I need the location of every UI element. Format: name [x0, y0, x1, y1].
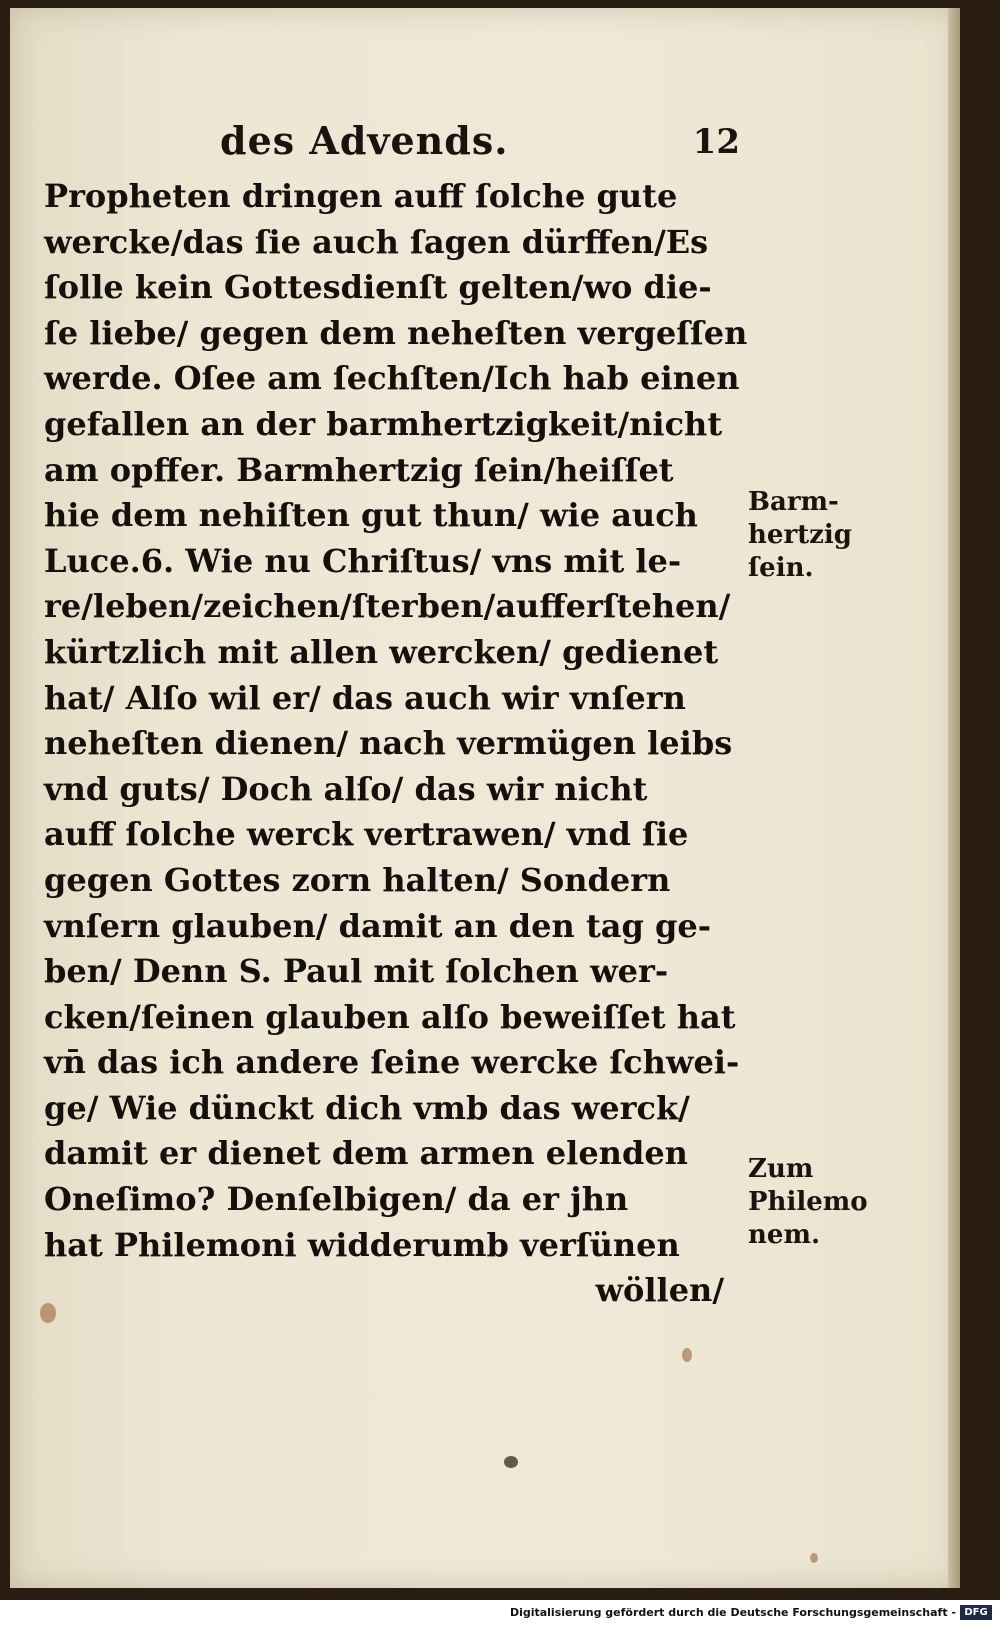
- text-line: kürtzlich mit allen wercken/ gedienet: [44, 632, 719, 671]
- paper-stain: [504, 1456, 518, 1468]
- margin-note-line: ſein.: [748, 553, 814, 583]
- margin-note-line: nem.: [748, 1220, 821, 1250]
- page-gutter-edge: [948, 8, 960, 1588]
- text-line: ben/ Denn S. Paul mit ſolchen wer-: [44, 952, 669, 991]
- text-line: gegen Gottes zorn halten/ Sondern: [44, 860, 671, 899]
- catchword: wöllen/: [595, 1271, 724, 1310]
- text-line: Propheten dringen auff ſolche gute: [44, 177, 678, 215]
- text-line: ſe liebe/ gegen dem neheſten vergeſſen: [44, 313, 748, 352]
- digitization-footer: [0, 1600, 1000, 1627]
- margin-note-line: Barm-: [748, 487, 839, 517]
- text-line: gefallen an der barmhertzigkeit/nicht: [44, 404, 723, 443]
- paper-stain: [682, 1348, 692, 1362]
- text-line: vnſern glauben/ damit an den tag ge-: [44, 906, 711, 945]
- text-line: werde. Oſee am ſechſten/Ich hab einen: [44, 359, 740, 398]
- text-line: ge/ Wie dünckt dich vmb das werck/: [44, 1088, 690, 1127]
- text-line: vnd guts/ Doch alſo/ das wir nicht: [44, 769, 648, 808]
- page-number: 12: [692, 122, 740, 162]
- margin-note-line: Zum: [748, 1154, 814, 1184]
- text-line: vn̄ das ich andere ſeine wercke ſchwei-: [44, 1043, 740, 1082]
- margin-note-line: hertzig: [748, 520, 852, 550]
- text-line: Oneſimo? Denſelbigen/ da er jhn: [44, 1180, 629, 1219]
- text-line: hat Philemoni widderumb verſünen: [44, 1225, 680, 1264]
- text-line: damit er dienet dem armen elenden: [44, 1134, 688, 1173]
- margin-note-philemon: [748, 1153, 868, 1252]
- dfg-logo-icon: DFG: [960, 1605, 992, 1620]
- body-text-block: [44, 174, 748, 1314]
- text-line: cken/ſeinen glauben alſo beweiſſet hat: [44, 997, 736, 1036]
- text-line: hat/ Alſo wil er/ das auch wir vnſern: [44, 678, 686, 717]
- text-line: am opffer. Barmhertzig ſein/heiſſet: [44, 450, 674, 489]
- running-head: des Advends.: [220, 118, 509, 163]
- paper-stain: [810, 1553, 818, 1563]
- paper-stain: [40, 1303, 56, 1323]
- funding-credit: Digitalisierung gefördert durch die Deutsche Forschungsgemeinschaft -: [509, 1606, 956, 1619]
- margin-note-barmhertzig: [748, 486, 852, 585]
- text-line: re/leben/zeichen/ſterben/aufferſtehen/: [44, 587, 731, 626]
- book-page: [10, 8, 960, 1588]
- page-header: [220, 118, 740, 174]
- text-line: ſolle kein Gottesdienſt gelten/wo die-: [44, 268, 712, 307]
- text-line: Luce.6. Wie nu Chriſtus/ vns mit le-: [44, 541, 682, 580]
- text-line: neheſten dienen/ nach vermügen leibs: [44, 724, 733, 763]
- text-line: wercke/das ſie auch ſagen dürffen/Es: [44, 222, 709, 261]
- text-line: hie dem nehiſten gut thun/ wie auch: [44, 496, 698, 535]
- text-line: auff ſolche werck vertrawen/ vnd ſie: [44, 815, 689, 854]
- margin-note-line: Philemo: [748, 1187, 868, 1217]
